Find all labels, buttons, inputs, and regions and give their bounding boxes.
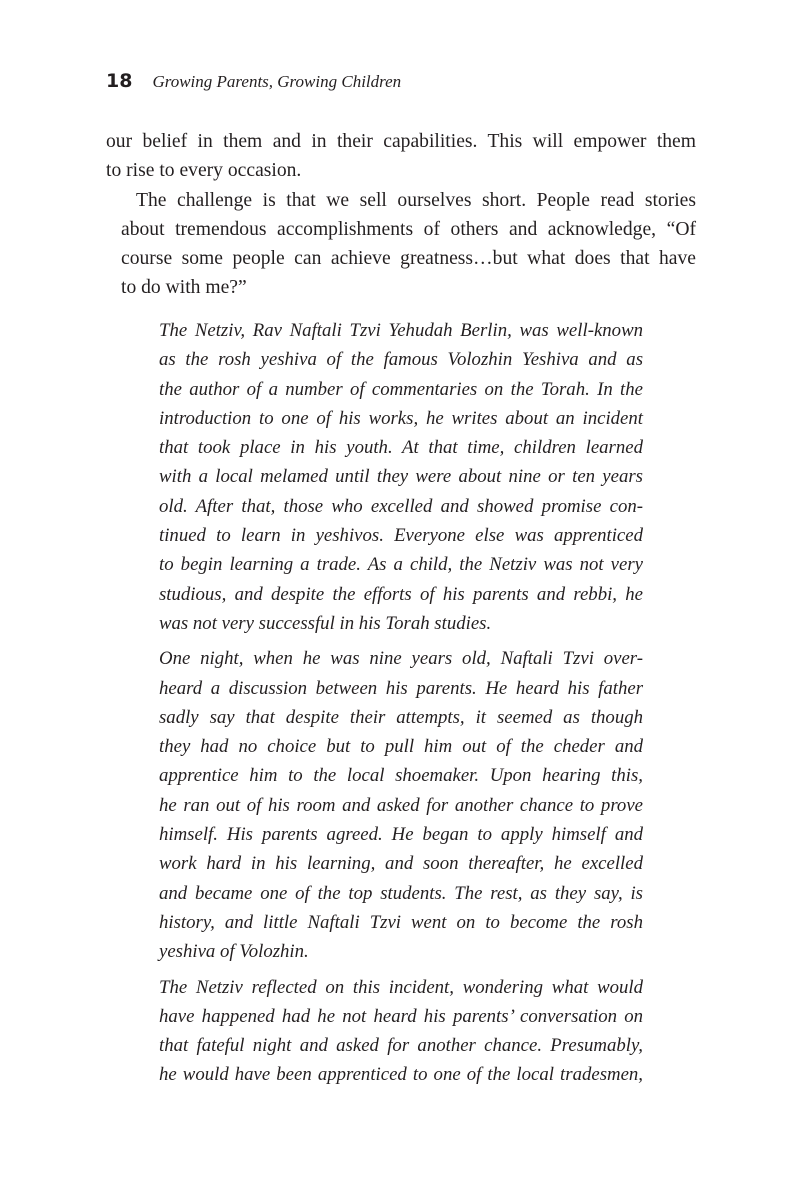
extract-paragraph <box>159 316 643 638</box>
text-line: himself. His parents agreed. He began to apply himself and <box>159 824 643 846</box>
text-line: work hard in his learning, and soon thereafter, he excelled <box>159 853 643 875</box>
body-paragraph <box>106 127 696 186</box>
text-line: have happened had he not heard his parents’ conversation on <box>159 1005 643 1027</box>
text-line: to begin learning a trade. As a child, the Netziv was not very <box>159 554 643 576</box>
text-line: he ran out of his room and asked for another chance to prove <box>159 794 643 816</box>
text-line: yeshiva of Volozhin. <box>159 941 309 963</box>
text-line: to rise to every occasion. <box>106 160 302 182</box>
body-paragraph <box>106 186 696 303</box>
running-head <box>106 70 401 100</box>
text-line: One night, when he was nine years old, Naftali Tzvi over- <box>159 648 643 670</box>
text-line: and became one of the top students. The rest, as they say, is <box>159 882 643 904</box>
book-title: Growing Parents, Growing Children <box>152 72 402 91</box>
body-text <box>106 127 696 303</box>
text-line: to do with me?” <box>121 277 247 299</box>
text-line: the author of a number of commentaries on the Torah. In the <box>159 378 643 400</box>
extract-paragraph <box>159 644 643 966</box>
text-line: history, and little Naftali Tzvi went on to become the rosh <box>159 911 643 933</box>
text-line: heard a discussion between his parents. He heard his father <box>159 677 643 699</box>
text-line: our belief in them and in their capabilities. This will empower them <box>106 131 696 152</box>
text-line: with a local melamed until they were about nine or ten years <box>159 466 643 488</box>
text-line: as the rosh yeshiva of the famous Volozhin Yeshiva and as <box>159 349 643 371</box>
text-line: was not very successful in his Torah studies. <box>159 612 492 634</box>
text-line: old. After that, those who excelled and showed promise con- <box>159 495 643 517</box>
text-line: The challenge is that we sell ourselves short. People read stories <box>136 189 696 211</box>
text-line: introduction to one of his works, he writes about an incident <box>159 407 643 429</box>
text-line: apprentice him to the local shoemaker. Upon hearing this, <box>159 765 643 787</box>
text-line: they had no choice but to pull him out of the cheder and <box>159 736 643 758</box>
text-line: The Netziv reflected on this incident, wondering what would <box>159 976 643 998</box>
text-line: tinued to learn in yeshivos. Everyone else was apprenticed <box>159 525 643 547</box>
page-number: 18 <box>106 70 133 92</box>
text-line: about tremendous accomplishments of others and acknowledge, “Of <box>121 218 696 240</box>
text-line: that took place in his youth. At that time, children learned <box>159 437 643 459</box>
extract-paragraph <box>159 973 643 1090</box>
text-line: he would have been apprenticed to one of the local tradesmen, <box>159 1064 643 1086</box>
text-line: course some people can achieve greatness…but what does that have <box>121 248 696 270</box>
text-line: that fateful night and asked for another chance. Presumably, <box>159 1035 643 1057</box>
text-line: The Netziv, Rav Naftali Tzvi Yehudah Berlin, was well-known <box>159 320 643 341</box>
text-line: sadly say that despite their attempts, it seemed as though <box>159 706 643 728</box>
text-line: studious, and despite the efforts of his parents and rebbi, he <box>159 583 643 605</box>
block-quote-extract <box>159 316 643 1096</box>
